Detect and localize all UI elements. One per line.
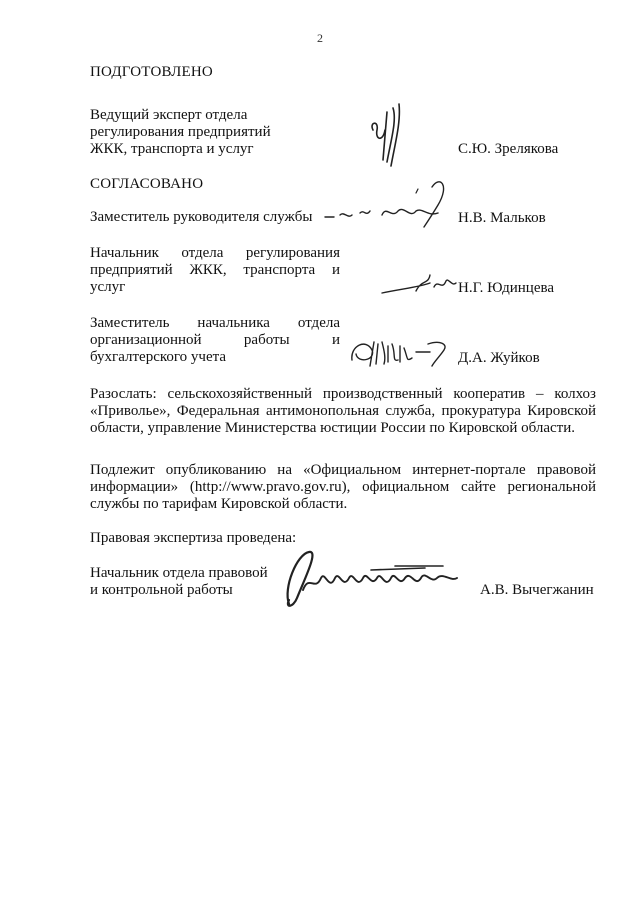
prepared-heading: ПОДГОТОВЛЕНО xyxy=(90,64,213,80)
approver-position xyxy=(90,245,340,296)
position-line: Начальник отдела регулирования xyxy=(90,245,340,261)
approver-name: Н.Г. Юдинцева xyxy=(458,280,555,296)
position-line: и контрольной работы xyxy=(90,582,233,598)
approver-position xyxy=(90,209,312,226)
position-line: Ведущий эксперт отдела xyxy=(90,107,248,123)
position-line: организационной работы и xyxy=(90,332,340,348)
approver-name: Н.В. Мальков xyxy=(458,210,546,226)
position-line: регулирования предприятий xyxy=(90,124,271,140)
position-line: бухгалтерского учета xyxy=(90,349,227,365)
prepared-name: С.Ю. Зрелякова xyxy=(458,141,559,157)
approver-position xyxy=(90,315,340,366)
approver-name: Д.А. Жуйков xyxy=(458,350,540,366)
approved-heading: СОГЛАСОВАНО xyxy=(90,176,204,192)
position-line: Заместитель начальника отдела xyxy=(90,315,340,331)
position-line: Начальник отдела правовой xyxy=(90,565,268,581)
signature-yudintseva xyxy=(380,265,460,305)
signature-vychegzhanin xyxy=(275,548,475,613)
signature-zrelyakova xyxy=(365,100,415,170)
position-line: услуг xyxy=(90,279,126,295)
position-line: предприятий ЖКК, транспорта и xyxy=(90,262,340,278)
legal-review-name: А.В. Вычегжанин xyxy=(480,582,594,598)
position-line: Заместитель руководителя службы xyxy=(90,209,313,225)
legal-review-statement: Правовая экспертиза проведена: xyxy=(90,530,297,546)
prepared-position xyxy=(90,107,340,158)
signature-malkov xyxy=(320,175,460,245)
publication-text: Подлежит опубликованию на «Официальном интернет-портале правовой информации» (http://www.pravo.gov.ru), официальном сайте региональной службы по тарифам Кировской области. xyxy=(90,462,596,512)
page-number: 2 xyxy=(317,31,323,45)
position-line: ЖКК, транспорта и услуг xyxy=(90,141,254,157)
distribution-text: Разослать: сельскохозяйственный производственный кооператив – колхоз «Приволье», Федеральная антимонопольная служба, прокуратура Кировской области, управление Министерства юстиции России по Кировской области. xyxy=(90,386,596,436)
signature-zhuykov xyxy=(348,332,460,372)
